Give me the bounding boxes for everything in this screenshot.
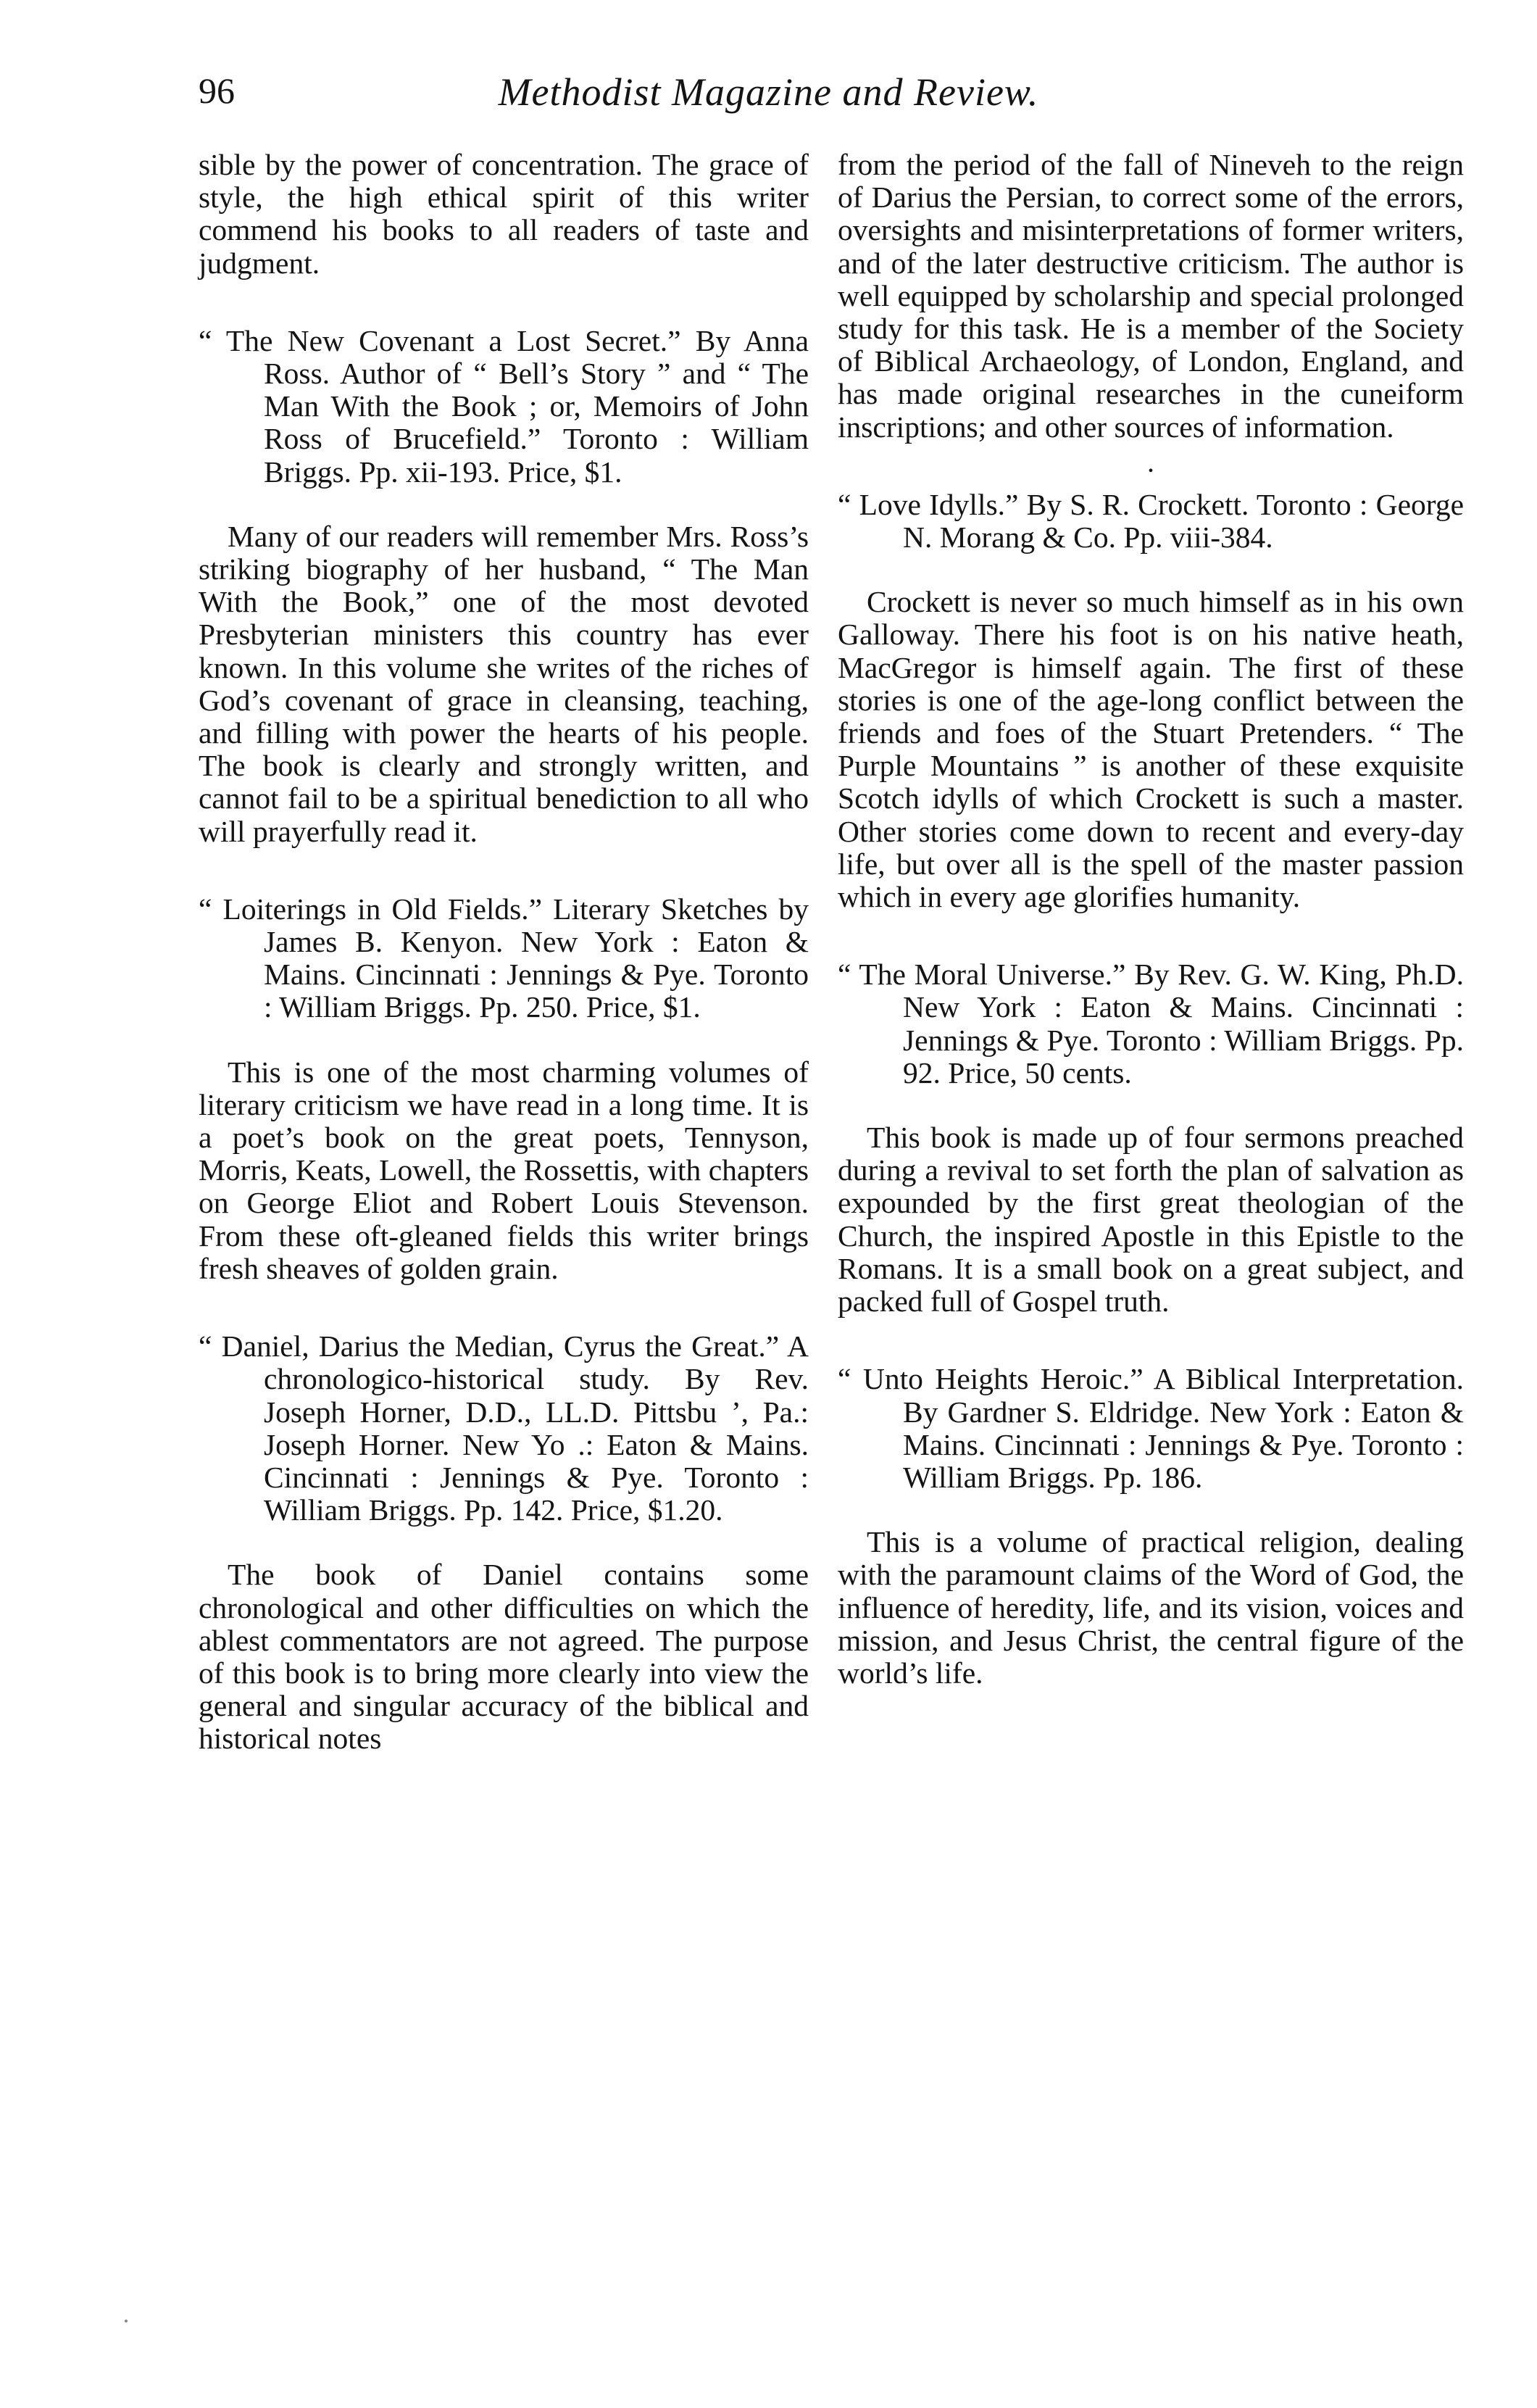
- book-entry-moral-universe: “ The Moral Universe.” By Rev. G. W. King, Ph.D. New York : Eaton & Mains. Cincinnati : Jennings & Pye. Toronto : William Briggs. Pp. 92. Price, 50 cents.: [838, 958, 1464, 1089]
- continued-paragraph: sible by the power of concentration. The grace of style, the high ethical spirit of this writer commend his books to all readers of taste and judgment.: [199, 148, 809, 280]
- book-entry-new-covenant: “ The New Covenant a Lost Secret.” By Anna Ross. Author of “ Bell’s Story ” and “ The Man With the Book ; or, Memoirs of John Ross of Brucefield.” Toronto : William Briggs. Pp. xii-193. Price, $1.: [199, 323, 809, 489]
- review-paragraph: Many of our readers will remember Mrs. Ross’s striking biography of her husband, “ The Man With the Book,” one of the most devoted Presbyterian ministers this country has ever known. In this volume she writes of the riches of God’s covenant of grace in cleansing, teaching, and filling with power the hearts of his people. The book is clearly and strongly written, and cannot fail to be a spiritual benediction to all who will prayerfully read it.: [199, 519, 809, 848]
- book-entry-unto-heights: “ Unto Heights Heroic.” A Biblical Interpretation. By Gardner S. Eldridge. New York : Eaton & Mains. Cincinnati : Jennings & Pye. Toronto : William Briggs. Pp. 186.: [838, 1362, 1464, 1494]
- margin-speck: [125, 2320, 128, 2322]
- review-paragraph: Crockett is never so much himself as in his own Galloway. There his foot is on his native heath, MacGregor is himself again. The first of these stories is one of the age-long conflict between the friends and foes of the Stuart Pretenders. “ The Purple Mountains ” is another of these exquisite Scotch idylls of which Crockett is such a master. Other stories come down to recent and every-day life, but over all is the spell of the master passion which in every age glorifies humanity.: [838, 585, 1464, 914]
- review-paragraph: This is a volume of practical religion, dealing with the paramount claims of the Word of God, the influence of heredity, life, and its vision, voices and mission, and Jesus Christ, the central figure of the world’s life.: [838, 1525, 1464, 1690]
- review-paragraph: This book is made up of four sermons preached during a revival to set forth the plan of salvation as expounded by the first great theologian of the Church, the inspired Apostle in this Epistle to the Romans. It is a small book on a great subject, and packed full of Gospel truth.: [838, 1121, 1464, 1319]
- review-paragraph: The book of Daniel contains some chronological and other difficulties on which the ablest commentators are not agreed. The purpose of this book is to bring more clearly into view the general and singular accuracy of the biblical and historical notes: [199, 1558, 809, 1756]
- book-entry-daniel: “ Daniel, Darius the Median, Cyrus the Great.” A chronologico-historical study. By Rev. Joseph Horner, D.D., LL.D. Pittsbu ’, Pa.: Joseph Horner. New Yo .: Eaton & Mains. Cincinnati : Jennings & Pye. Toronto : William Briggs. Pp. 142. Price, $1.20.: [199, 1329, 809, 1527]
- review-paragraph: This is one of the most charming volumes of literary criticism we have read in a long time. It is a poet’s book on the great poets, Tennyson, Morris, Keats, Lowell, the Rossettis, with chapters on George Eliot and Robert Louis Stevenson. From these oft-gleaned fields this writer brings fresh sheaves of golden grain.: [199, 1055, 809, 1285]
- book-entry-loiterings: “ Loiterings in Old Fields.” Literary Sketches by James B. Kenyon. New York : Eaton & Mains. Cincinnati : Jennings & Pye. Toronto : William Briggs. Pp. 250. Price, $1.: [199, 892, 809, 1024]
- running-title: Methodist Magazine and Review.: [498, 70, 1039, 114]
- book-entry-love-idylls: “ Love Idylls.” By S. R. Crockett. Toronto : George N. Morang & Co. Pp. viii-384.: [838, 487, 1464, 555]
- continued-paragraph: from the period of the fall of Nineveh to the reign of Darius the Persian, to correct some of the errors, oversights and misinterpretations of former writers, and of the later destructive criticism. The author is well equipped by scholarship and special prolonged study for this task. He is a member of the Society of Biblical Archaeology, of London, England, and has made original researches in the cuneiform inscriptions; and other sources of information.: [838, 148, 1464, 444]
- page-number: 96: [199, 70, 235, 111]
- page-header: [0, 70, 1537, 120]
- left-column: [199, 149, 809, 1801]
- right-column: [838, 149, 1464, 1735]
- ornament-dot: •: [1148, 462, 1154, 479]
